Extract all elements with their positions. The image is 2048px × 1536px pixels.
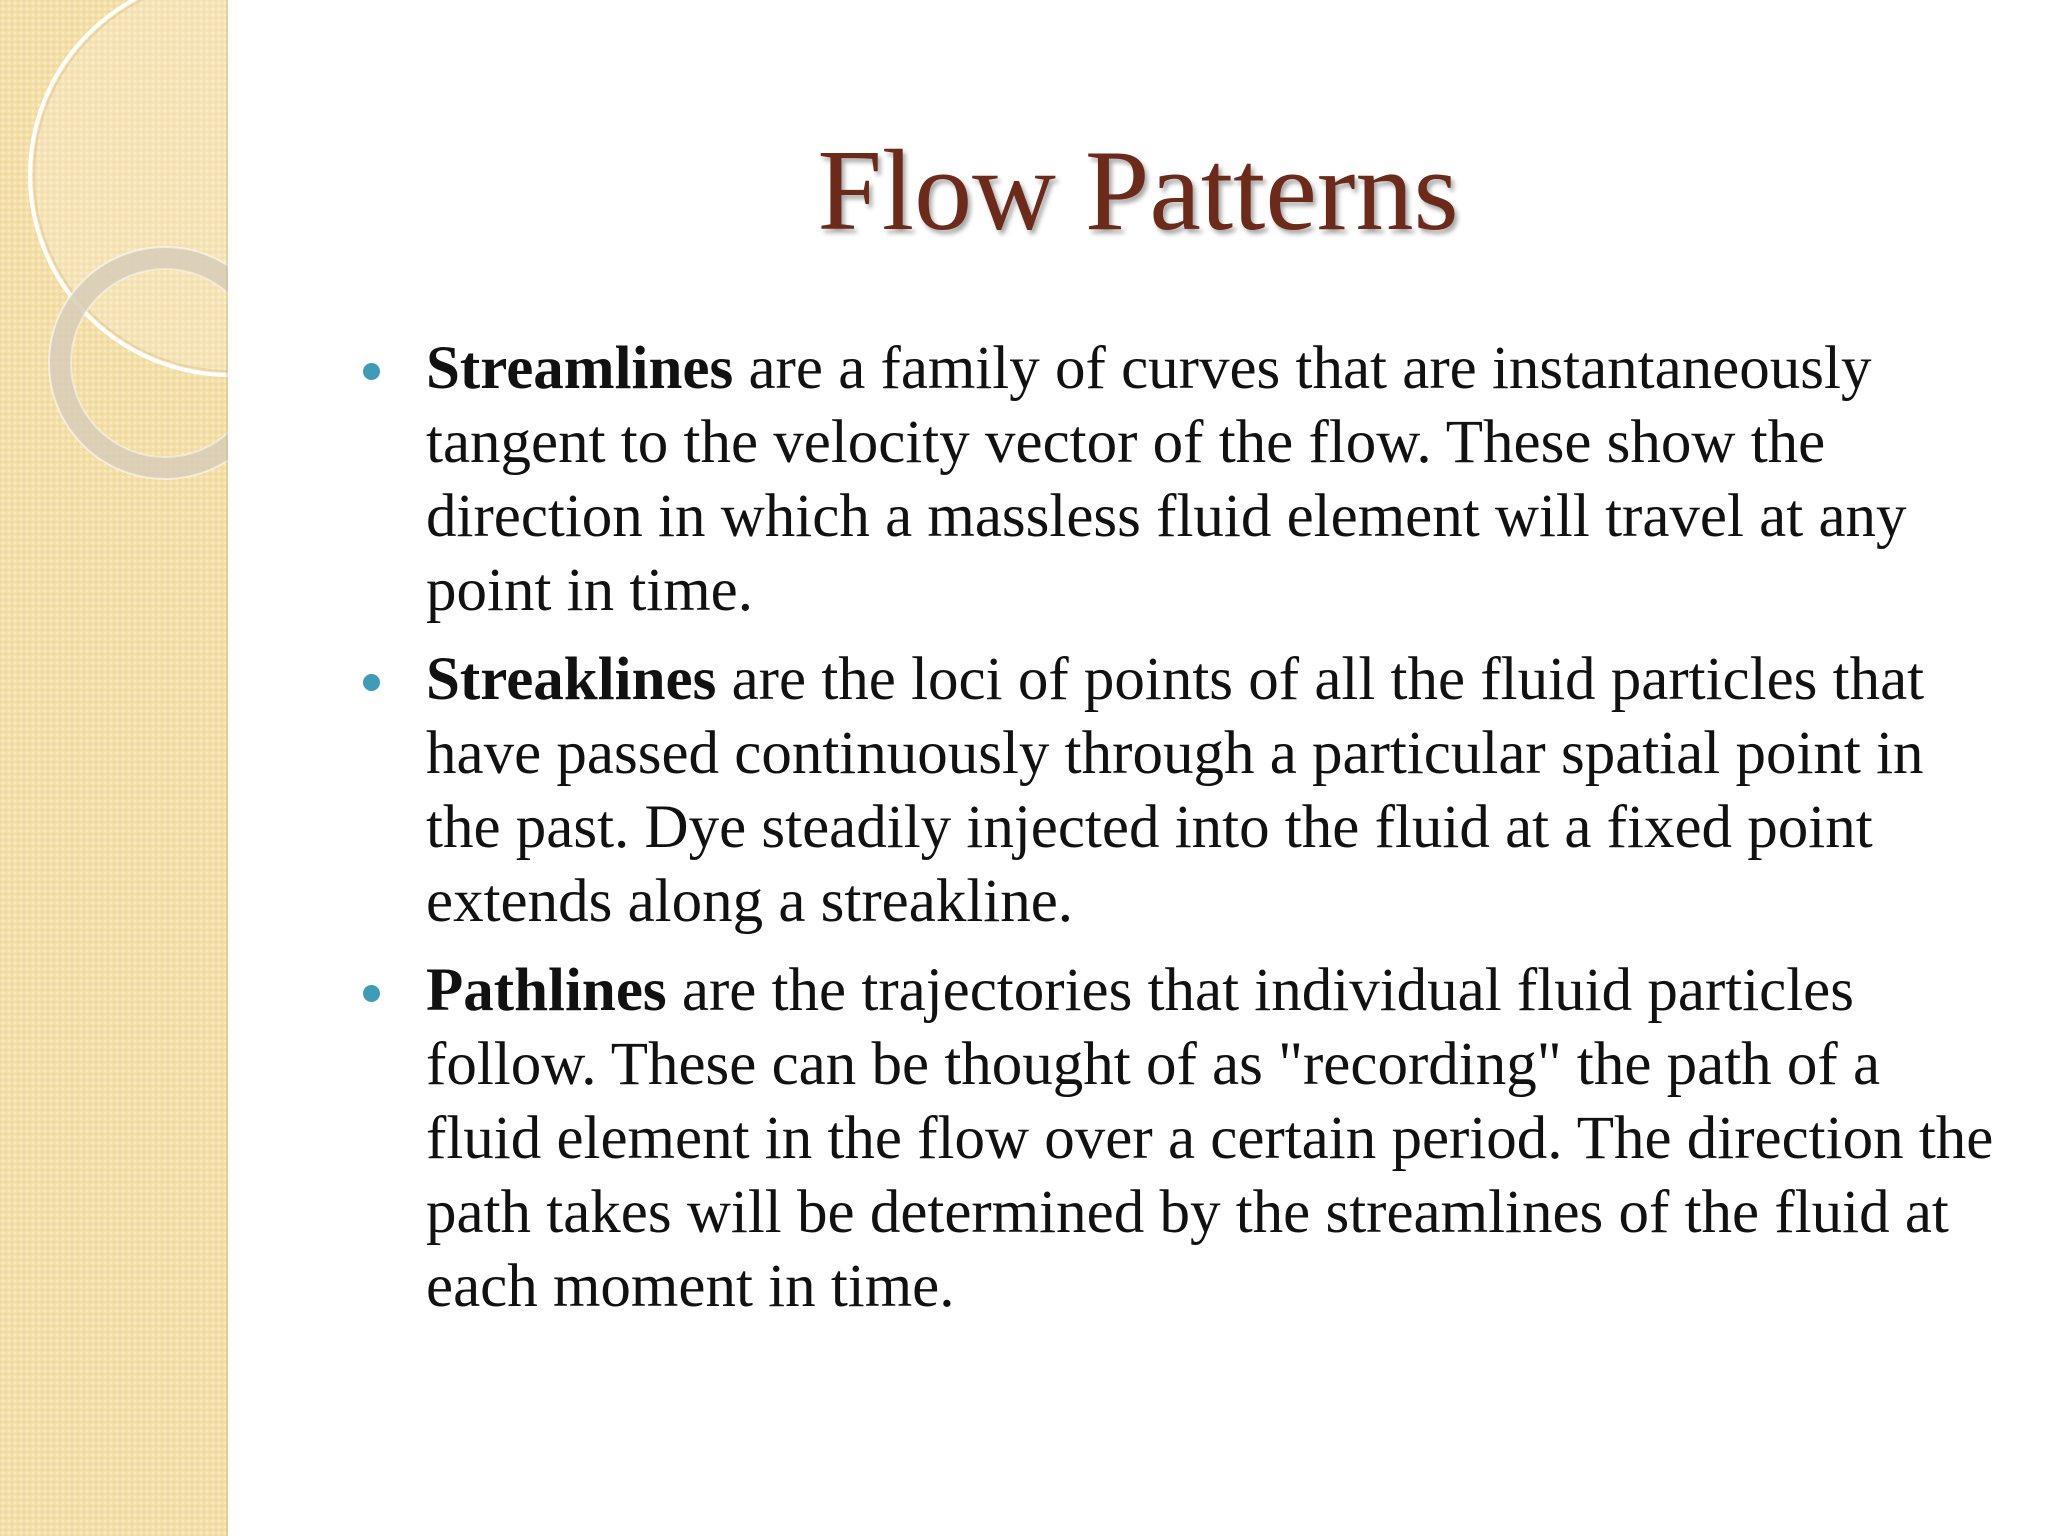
bullet-item-pathlines (350, 954, 2000, 1324)
bullet-term: Streamlines (426, 335, 734, 402)
bullet-text: are the trajectories that individual fluid particles follow. These can be thought of as "recording" the path of a fluid element in the flow over a certain period. The direction the path takes will be determined by the streamlines of the fluid at each moment in time. (426, 957, 1994, 1320)
bullet-text: are a family of curves that are instantaneously tangent to the velocity vector of the flow. These show the direction in which a massless fluid element will travel at any point in time. (426, 335, 1907, 624)
slide-content (350, 332, 2000, 1339)
bullet-item-streaklines (350, 643, 2000, 939)
bullet-term: Streaklines (426, 646, 717, 713)
bullet-dot-icon (363, 674, 380, 691)
bullet-text: are the loci of points of all the fluid particles that have passed continuously through a particular spatial point in the past. Dye steadily injected into the fluid at a fixed point extends along a streakline. (426, 646, 1925, 935)
decorative-sidebar (0, 0, 228, 1536)
bullet-list (350, 332, 2000, 1324)
bullet-item-streamlines (350, 332, 2000, 628)
slide-title: Flow Patterns (817, 127, 1459, 255)
decorative-rings-graphic (0, 0, 228, 520)
bullet-dot-icon (363, 363, 380, 380)
bullet-term: Pathlines (426, 957, 667, 1024)
bullet-dot-icon (363, 985, 380, 1002)
